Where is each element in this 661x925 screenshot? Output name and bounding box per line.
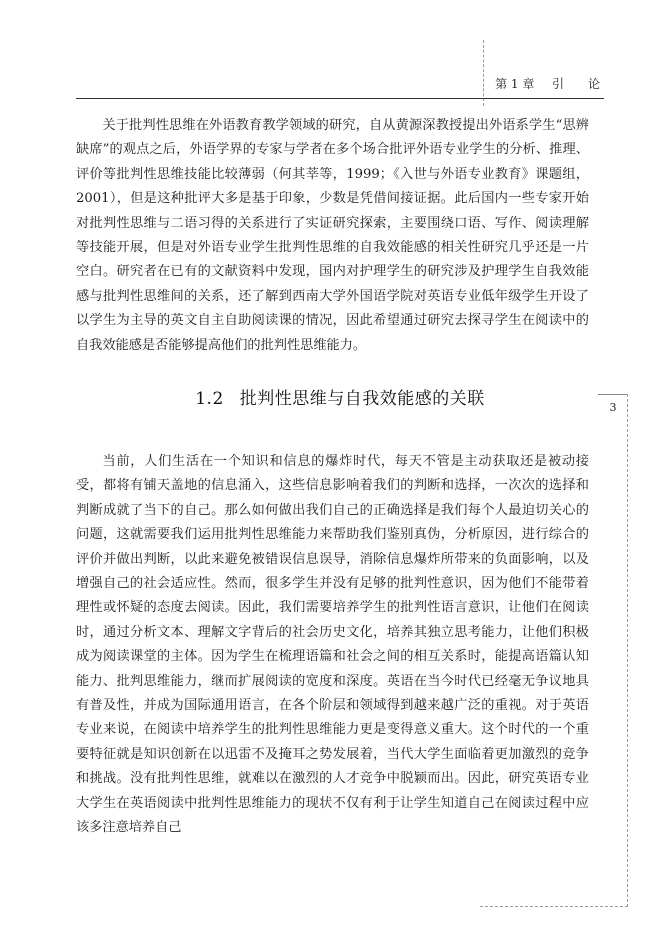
running-header <box>490 75 600 92</box>
page-tab-rule <box>598 394 628 395</box>
section-number: 1.2 <box>195 389 224 409</box>
body-text-lower <box>76 450 589 841</box>
paragraph: 当前，人们生活在一个知识和信息的爆炸时代，每天不管是主动获取还是被动接受，都将有铺天盖地的信息涌入，这些信息影响着我们的判断和选择，一次次的选择和判断成就了当下的自己。那么如何做出我们自己的正确选择是我们每个人最迫切关心的问题，这就需要我们运用批判性思维能力来帮助我们鉴别真伪，分析原因，进行综合的评价并做出判断，以此来避免被错误信息误导，消除信息爆炸所带来的负面影响，以及增强自己的社会适应性。然而，很多学生并没有足够的批判性意识，因为他们不能带着理性或怀疑的态度去阅读。因此，我们需要培养学生的批判性语言意识，让他们在阅读时，通过分析文本、理解文字背后的社会历史文化，培养其独立思考能力，让他们积极成为阅读课堂的主体。因为学生在梳理语篇和社会之间的相互关系时，能提高语篇认知能力、批判思维能力，继而扩展阅读的宽度和深度。英语在当今时代已经毫无争议地具有普及性，并成为国际通用语言，在各个阶层和领域得到越来越广泛的重视。对于英语专业来说，在阅读中培养学生的批判性思维能力更是变得意义重大。这个时代的一个重要特征就是知识创新在以迅雷不及掩耳之势发展着，当代大学生面临着更加激烈的竞争和挑战。没有批判性思维，就难以在激烈的人才竞争中脱颖而出。因此，研究英语专业大学生在英语阅读中批判性思维能力的现状不仅有利于让学生知道自己在阅读过程中应该多注意培养自己 <box>76 454 589 836</box>
header-title: 引 论 <box>551 77 600 91</box>
section-title: 批判性思维与自我效能感的关联 <box>239 389 485 409</box>
header-dashed-divider <box>483 40 484 106</box>
paragraph: 关于批判性思维在外语教育教学领域的研究，自从黄源深教授提出外语系学生“思辨缺席”的观点之后，外语学界的专家与学者在多个场合批评外语专业学生的分析、推理、评价等批判性思维技能比较薄弱（何其莘等，1999；《入世与外语专业教育》课题组，2001），但是这种批评大多是基于印象，少数是凭借间接证据。此后国内一些专家开始对批判性思维与二语习得的关系进行了实证研究探索，主要围绕口语、写作、阅读理解等技能开展，但是对外语专业学生批判性思维的自我效能感的相关性研究几乎还是一片空白。研究者在已有的文献资料中发现，国内对护理学生的研究涉及护理学生自我效能感与批判性思维间的关系，还了解到西南大学外国语学院对英语专业低年级学生开设了以学生为主导的英文自主自助阅读课的情况，因此希望通过研究去探寻学生在阅读中的自我效能感是否能够提高他们的批判性思维能力。 <box>76 118 589 353</box>
page-tab-dashed-bottom <box>480 906 628 907</box>
header-rule <box>76 98 604 99</box>
page-number: 3 <box>609 401 617 414</box>
page-tab-dashed-vertical <box>627 394 628 907</box>
section-heading <box>76 384 604 409</box>
body-text-upper <box>76 114 589 358</box>
header-chapter: 第 1 章 <box>495 77 535 91</box>
